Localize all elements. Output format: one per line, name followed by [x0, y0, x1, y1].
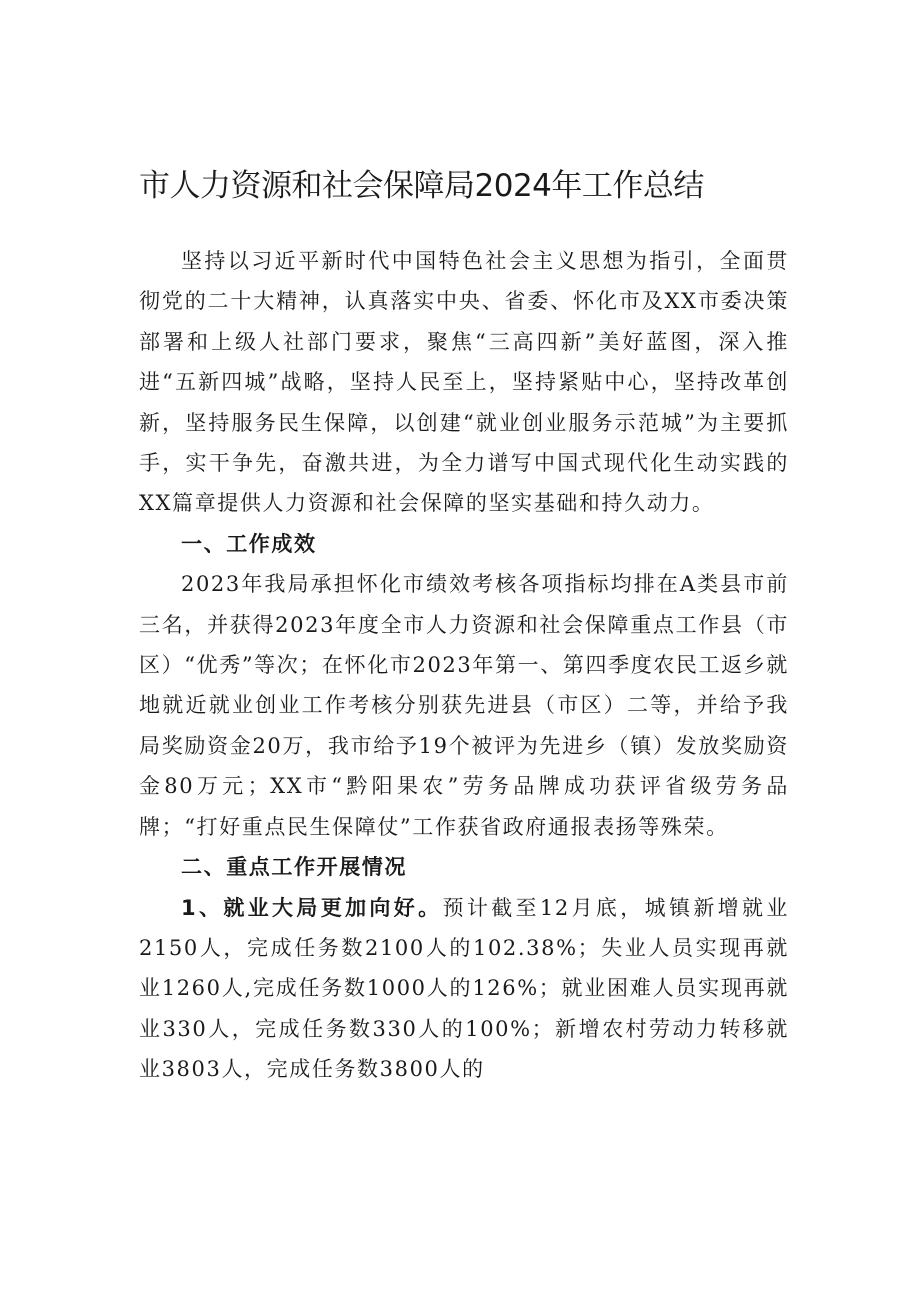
section-heading-key-work: 二、重点工作开展情况 [181, 855, 407, 880]
intro-paragraph: 坚持以习近平新时代中国特色社会主义思想为指引，全面贯彻党的二十大精神，认真落实中央、省委、怀化市及XX市委决策部署和上级人社部门要求，聚焦“三高四新”美好蓝图，深入推进“五新四城”战略，坚持人民至上，坚持紧贴中心，坚持改革创新，坚持服务民生保障，以创建“就业创业服务示范城”为主要抓手，实干争先，奋激共进，为全力谱写中国式现代化生动实践的XX篇章提供人力资源和社会保障的坚实基础和持久动力。 [139, 249, 789, 516]
employment-lead: 1、就业大局更加向好。 [181, 895, 443, 920]
employment-text: 预计截至12月底，城镇新增就业2150人，完成任务数2100人的102.38%；失业人员实现再就业1260人,完成任务数1000人的126%；就业困难人员实现再就业330人，完成任务数330人的100%；新增农村劳动力转移就业3803人，完成任务数3800人的 [139, 895, 789, 1082]
employment-paragraph [139, 888, 789, 1090]
document-title: 市人力资源和社会保障局2024年工作总结 [139, 168, 704, 204]
document-body [139, 241, 789, 1090]
section-heading-achievements: 一、工作成效 [181, 531, 317, 556]
achievements-paragraph: 2023年我局承担怀化市绩效考核各项指标均排在A类县市前三名，并获得2023年度全市人力资源和社会保障重点工作县（市区）“优秀”等次；在怀化市2023年第一、第四季度农民工返乡就地就近就业创业工作考核分别获先进县（市区）二等，并给予我局奖励资金20万，我市给予19个被评为先进乡（镇）发放奖励资金80万元；XX市“黔阳果农”劳务品牌成功获评省级劳务品牌；“打好重点民生保障仗”工作获省政府通报表扬等殊荣。 [139, 572, 789, 839]
